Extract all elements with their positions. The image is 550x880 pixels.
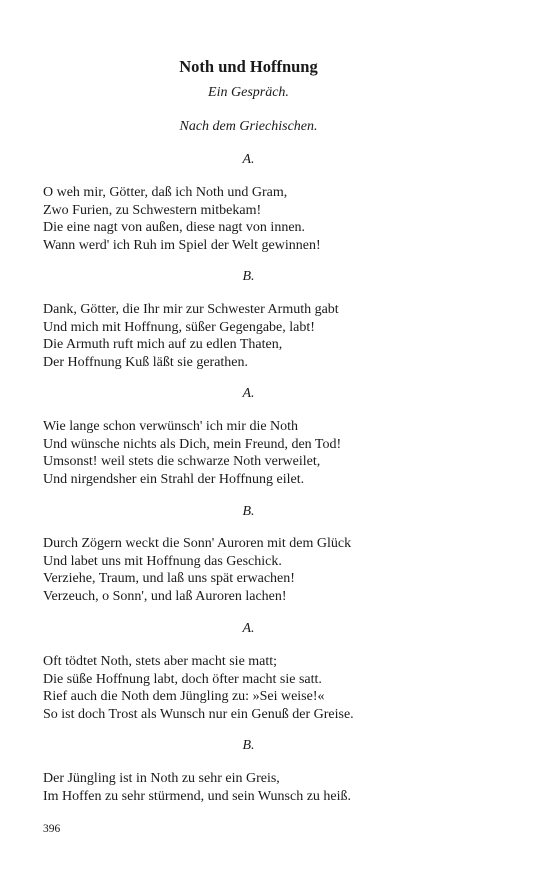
verse-line: Der Jüngling ist in Noth zu sehr ein Greis, <box>43 771 280 786</box>
verse-line: Wann werd' ich Ruh im Spiel der Welt gewinnen! <box>43 237 321 253</box>
verse-line: Verziehe, Traum, und laß uns spät erwachen! <box>43 571 295 586</box>
verse-line: Die eine nagt von außen, diese nagt von innen. <box>43 220 306 235</box>
verse-line: Im Hoffen zu sehr stürmend, und sein Wunsch zu heiß. <box>43 788 352 804</box>
stanza <box>43 653 513 723</box>
verse-line: O weh mir, Götter, daß ich Noth und Gram, <box>43 185 288 200</box>
verse-line: Und wünsche nichts als Dich, mein Freund, den Tod! <box>43 436 342 452</box>
stanza <box>43 770 513 805</box>
verse-line: So ist doch Trost als Wunsch nur ein Genuß der Greise. <box>43 706 354 722</box>
verse-line: Und nirgendsher ein Strahl der Hoffnung eilet. <box>43 471 305 487</box>
verse-line: Zwo Furien, zu Schwestern mitbekam! <box>43 202 262 218</box>
poem-source-note: Nach dem Griechischen. <box>179 119 318 134</box>
verse-line: Umsonst! weil stets die schwarze Noth verweilet, <box>43 454 321 469</box>
page-number: 396 <box>43 823 61 835</box>
verse-line: Dank, Götter, die Ihr mir zur Schwester Armuth gabt <box>43 302 339 317</box>
stanza <box>43 184 513 254</box>
stanza <box>43 301 513 371</box>
verse-line: Wie lange schon verwünsch' ich mir die Noth <box>43 419 299 434</box>
stanza <box>43 418 513 488</box>
verse-line: Die Armuth ruft mich auf zu edlen Thaten, <box>43 337 283 352</box>
stanza <box>43 535 513 605</box>
verse-line: Und mich mit Hoffnung, süßer Gegengabe, labt! <box>43 319 315 335</box>
verse-line: Durch Zögern weckt die Sonn' Auroren mit dem Glück <box>43 536 352 551</box>
verse-line: Die süße Hoffnung labt, doch öfter macht sie satt. <box>43 671 322 687</box>
speaker-label: A. <box>242 152 255 167</box>
poem-title: Noth und Hoffnung <box>179 57 318 76</box>
speaker-label: B. <box>242 504 255 519</box>
speaker-label: B. <box>242 738 255 753</box>
speaker-label: A. <box>242 386 255 401</box>
verse-line: Und labet uns mit Hoffnung das Geschick. <box>43 553 282 569</box>
verse-line: Oft tödtet Noth, stets aber macht sie matt; <box>43 654 278 669</box>
speaker-label: B. <box>242 269 255 284</box>
verse-line: Verzeuch, o Sonn', und laß Auroren lachen! <box>43 588 287 604</box>
poem-subtitle: Ein Gespräch. <box>208 85 289 100</box>
speaker-label: A. <box>242 621 255 636</box>
verse-line: Der Hoffnung Kuß läßt sie gerathen. <box>43 354 249 370</box>
verse-line: Rief auch die Noth dem Jüngling zu: »Sei weise!« <box>43 689 325 704</box>
